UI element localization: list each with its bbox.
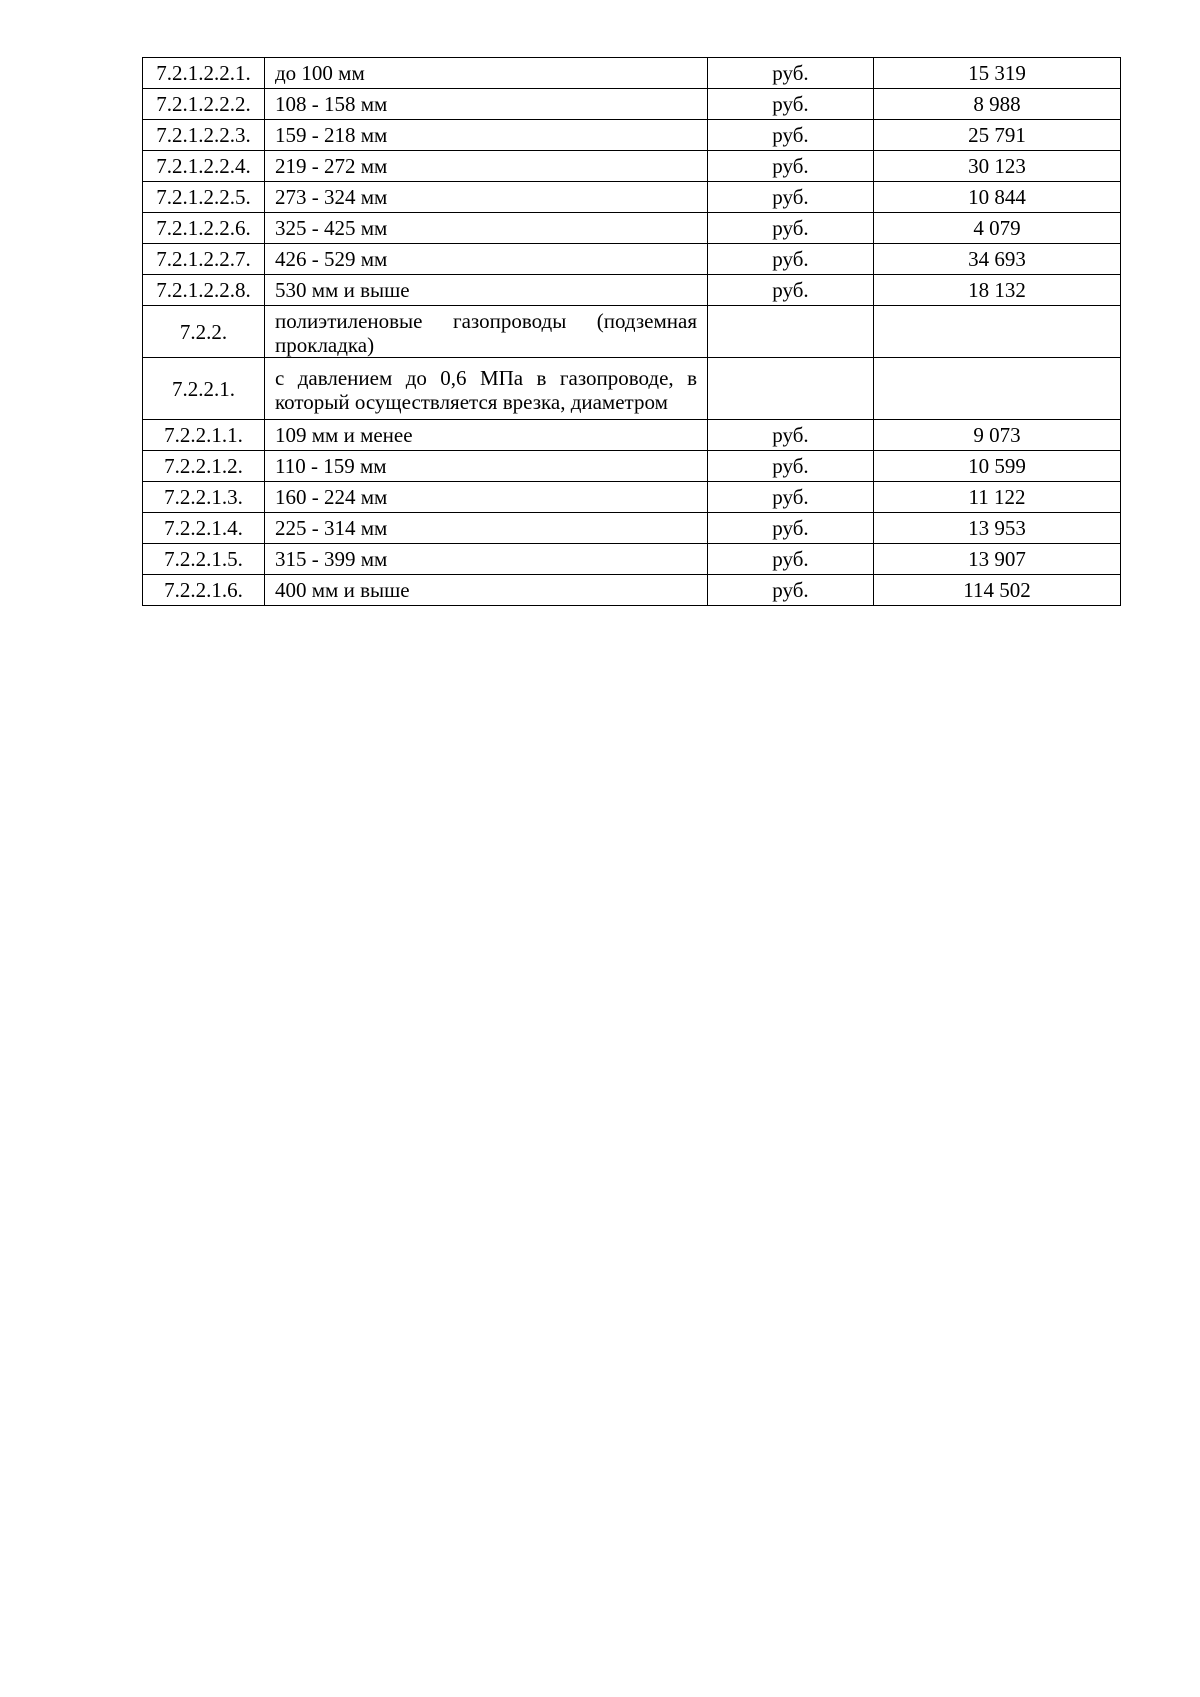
- row-code: 7.2.2.1.6.: [143, 575, 265, 606]
- row-unit: руб.: [708, 120, 874, 151]
- row-value: 8 988: [874, 89, 1121, 120]
- row-unit: руб.: [708, 451, 874, 482]
- table-row: [143, 513, 1121, 544]
- row-unit: руб.: [708, 58, 874, 89]
- row-unit: руб.: [708, 244, 874, 275]
- row-unit: руб.: [708, 544, 874, 575]
- row-name: 315 - 399 мм: [265, 544, 708, 575]
- row-value: 18 132: [874, 275, 1121, 306]
- table-row-section: [143, 358, 1121, 420]
- row-name: 325 - 425 мм: [265, 213, 708, 244]
- row-code: 7.2.1.2.2.1.: [143, 58, 265, 89]
- row-value: 4 079: [874, 213, 1121, 244]
- row-code: 7.2.2.1.5.: [143, 544, 265, 575]
- row-code: 7.2.1.2.2.3.: [143, 120, 265, 151]
- row-name: 159 - 218 мм: [265, 120, 708, 151]
- table-row: [143, 89, 1121, 120]
- row-unit: руб.: [708, 213, 874, 244]
- row-name: 225 - 314 мм: [265, 513, 708, 544]
- row-code: 7.2.1.2.2.6.: [143, 213, 265, 244]
- row-name: 273 - 324 мм: [265, 182, 708, 213]
- row-value: 25 791: [874, 120, 1121, 151]
- row-name: полиэтиленовые газопроводы (подземная прокладка): [265, 306, 708, 358]
- table-row-section: [143, 306, 1121, 358]
- row-unit: руб.: [708, 182, 874, 213]
- row-value: 114 502: [874, 575, 1121, 606]
- row-value: 9 073: [874, 420, 1121, 451]
- row-unit: руб.: [708, 275, 874, 306]
- table-row: [143, 482, 1121, 513]
- table-row: [143, 275, 1121, 306]
- row-unit: руб.: [708, 151, 874, 182]
- table-row: [143, 244, 1121, 275]
- row-name: 530 мм и выше: [265, 275, 708, 306]
- row-code: 7.2.1.2.2.7.: [143, 244, 265, 275]
- table-row: [143, 544, 1121, 575]
- row-unit: руб.: [708, 575, 874, 606]
- table-row: [143, 182, 1121, 213]
- row-value: [874, 358, 1121, 420]
- row-name: 426 - 529 мм: [265, 244, 708, 275]
- tariff-table: [142, 57, 1121, 606]
- row-code: 7.2.1.2.2.5.: [143, 182, 265, 213]
- table-row: [143, 151, 1121, 182]
- row-name: 219 - 272 мм: [265, 151, 708, 182]
- table-row: [143, 451, 1121, 482]
- row-code: 7.2.2.1.3.: [143, 482, 265, 513]
- row-name: 400 мм и выше: [265, 575, 708, 606]
- row-value: 13 907: [874, 544, 1121, 575]
- row-unit: [708, 358, 874, 420]
- row-unit: руб.: [708, 482, 874, 513]
- row-value: 13 953: [874, 513, 1121, 544]
- row-name: 109 мм и менее: [265, 420, 708, 451]
- row-code: 7.2.2.: [143, 306, 265, 358]
- row-unit: [708, 306, 874, 358]
- row-name: 110 - 159 мм: [265, 451, 708, 482]
- row-code: 7.2.2.1.: [143, 358, 265, 420]
- row-unit: руб.: [708, 513, 874, 544]
- row-code: 7.2.1.2.2.2.: [143, 89, 265, 120]
- row-code: 7.2.1.2.2.4.: [143, 151, 265, 182]
- row-value: 10 599: [874, 451, 1121, 482]
- row-name: 108 - 158 мм: [265, 89, 708, 120]
- table-row: [143, 213, 1121, 244]
- table-row: [143, 120, 1121, 151]
- row-unit: руб.: [708, 89, 874, 120]
- row-unit: руб.: [708, 420, 874, 451]
- table-row: [143, 58, 1121, 89]
- row-value: 10 844: [874, 182, 1121, 213]
- row-code: 7.2.2.1.2.: [143, 451, 265, 482]
- row-value: 15 319: [874, 58, 1121, 89]
- row-value: 30 123: [874, 151, 1121, 182]
- table-row: [143, 420, 1121, 451]
- row-value: 11 122: [874, 482, 1121, 513]
- row-code: 7.2.2.1.1.: [143, 420, 265, 451]
- row-name: с давлением до 0,6 МПа в газопроводе, в который осуществляется врезка, диаметром: [265, 358, 708, 420]
- row-value: 34 693: [874, 244, 1121, 275]
- row-code: 7.2.1.2.2.8.: [143, 275, 265, 306]
- row-name: 160 - 224 мм: [265, 482, 708, 513]
- row-value: [874, 306, 1121, 358]
- row-name: до 100 мм: [265, 58, 708, 89]
- table-row: [143, 575, 1121, 606]
- row-code: 7.2.2.1.4.: [143, 513, 265, 544]
